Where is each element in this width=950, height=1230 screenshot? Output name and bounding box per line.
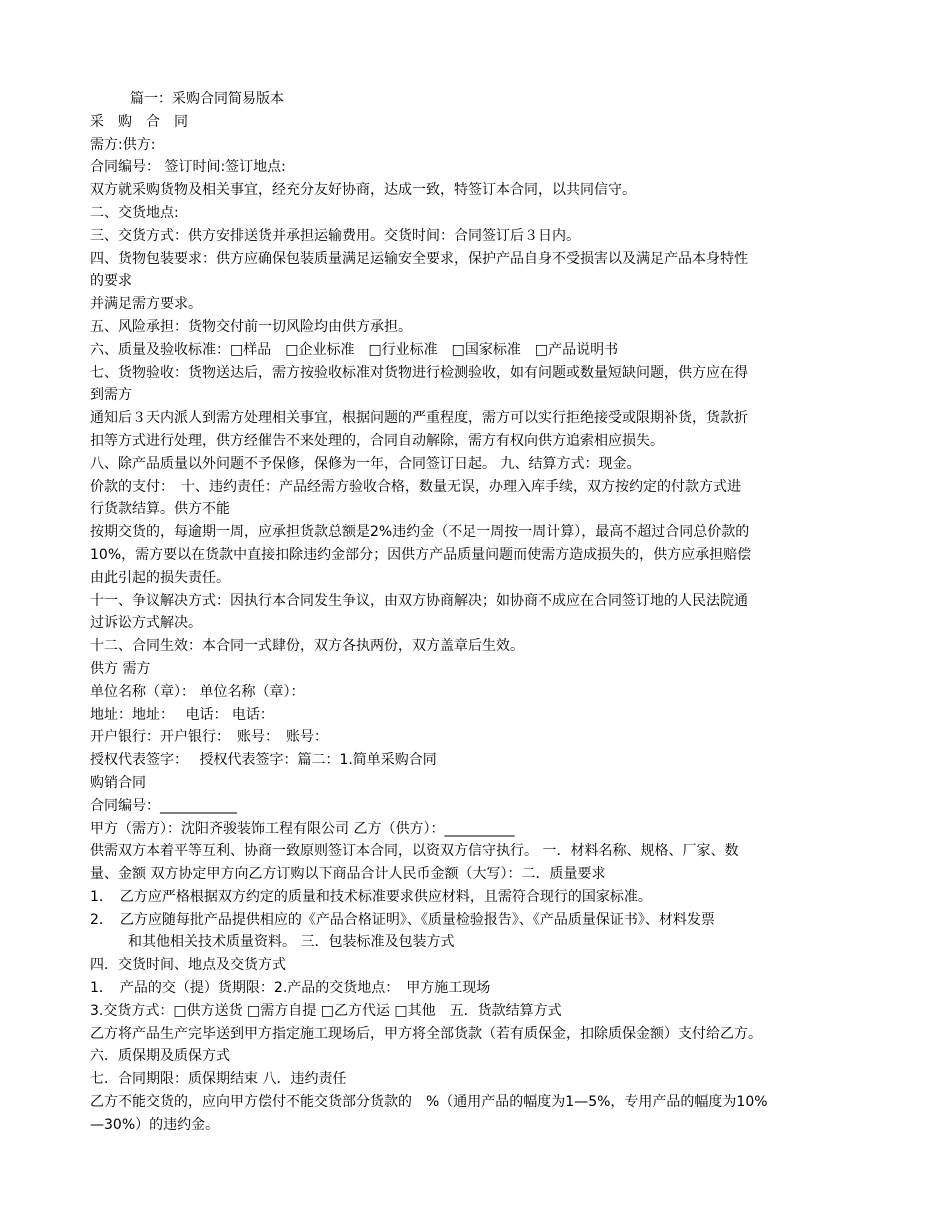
doc-line: 购销合同	[90, 774, 146, 791]
doc-line: 三、交货方式：供方安排送货并承担运输费用。交货时间：合同签订后３日内。	[90, 227, 580, 244]
doc-line: 十一、争议解决方式：因执行本合同发生争议，由双方协商解决；如协商不成应在合同签订地的人民法院通	[90, 592, 748, 609]
doc-line: 甲方（需方）：沈阳齐骏装饰工程有限公司 乙方（供方）：__________	[90, 820, 515, 837]
doc-line: 八、除产品质量以外问题不予保修，保修为一年，合同签订日起。 九、结算方式：现金。	[90, 455, 641, 472]
doc-line: 开户银行：开户银行： 账号： 账号：	[90, 729, 328, 746]
document-page	[90, 88, 870, 1137]
doc-line: 授权代表签字： 授权代表签字：篇二：1.简单采购合同	[90, 752, 437, 769]
doc-line: 并满足需方要求。	[90, 296, 202, 313]
doc-line: 二、交货地点:	[90, 204, 179, 221]
doc-line: 1． 产品的交（提）货期限：2.产品的交货地点： 甲方施工现场	[90, 980, 491, 997]
doc-line: 通知后３天内派人到需方处理相关事宜，根据问题的严重程度，需方可以实行拒绝接受或限期补货，货款折	[90, 410, 748, 427]
doc-line: 四、货物包装要求：供方应确保包装质量满足运输安全要求，保护产品自身不受损害以及满足产品本身特性	[90, 250, 748, 267]
doc-line: 四．交货时间、地点及交货方式	[90, 957, 286, 974]
doc-line: 合同编号：___________	[90, 797, 237, 814]
doc-line: 由此引起的损失责任。	[90, 569, 230, 586]
doc-line: 双方就采购货物及相关事宜，经充分友好协商，达成一致，特签订本合同，以共同信守。	[90, 182, 636, 199]
doc-line: 扣等方式进行处理，供方经催告不来处理的，合同自动解除，需方有权向供方追索相应损失。	[90, 432, 664, 449]
doc-line: 十二、合同生效：本合同一式肆份，双方各执两份，双方盖章后生效。	[90, 638, 524, 655]
doc-line: 1． 乙方应严格根据双方约定的质量和技术标准要求供应材料，且需符合现行的国家标准。	[90, 888, 652, 905]
doc-heading-contract: 采 购 合 同	[90, 113, 188, 130]
doc-line: 需方:供方:	[90, 136, 156, 153]
doc-line: 乙方将产品生产完毕送到甲方指定施工现场后，甲方将全部货款（若有质保金，扣除质保金额）支付给乙方。	[90, 1025, 762, 1042]
doc-line: 3.交货方式：□供方送货 □需方自提 □乙方代运 □其他 五．货款结算方式	[90, 1002, 562, 1019]
doc-line: 行货款结算。供方不能	[90, 501, 230, 518]
doc-line: 量、金额 双方协定甲方向乙方订购以下商品合计人民币金额（大写）：二．质量要求	[90, 866, 606, 883]
doc-line: —30%）的违约金。	[90, 1116, 220, 1133]
doc-section-title: 篇一：采购合同简易版本	[130, 91, 284, 107]
doc-line: 乙方不能交货的，应向甲方偿付不能交货部分货款的 %（通用产品的幅度为1—5%，专用产品的幅度为10%	[90, 1094, 768, 1111]
doc-line: 七、货物验收：货物送达后，需方按验收标准对货物进行检测验收，如有问题或数量短缺问题，供方应在得	[90, 364, 748, 381]
doc-line: 10%，需方要以在货款中直接扣除违约金部分；因供方产品质量问题而使需方造成损失的，供方应承担赔偿	[90, 546, 752, 563]
doc-line: 合同编号： 签订时间:签订地点:	[90, 159, 286, 176]
doc-line: 过诉讼方式解决。	[90, 615, 202, 632]
doc-line: 五、风险承担：货物交付前一切风险均由供方承担。	[90, 318, 412, 335]
doc-line: 和其他相关技术质量资料。 三．包装标准及包装方式	[128, 934, 455, 951]
doc-line: 按期交货的，每逾期一周，应承担货款总额是2%违约金（不足一周按一周计算），最高不超过合同总价款的	[90, 524, 750, 541]
doc-line: 六、质量及验收标准：□样品 □企业标准 □行业标准 □国家标准 □产品说明书	[90, 341, 619, 358]
doc-line: 供需双方本着平等互利、协商一致原则签订本合同，以资双方信守执行。 一．材料名称、规格、厂家、数	[90, 843, 739, 860]
doc-line: 七．合同期限：质保期结束 八．违约责任	[90, 1071, 347, 1088]
doc-line: 价款的支付： 十、违约责任：产品经需方验收合格，数量无误，办理入库手续，双方按约定的付款方式进	[90, 478, 741, 495]
doc-line: 六．质保期及质保方式	[90, 1048, 230, 1065]
doc-line: 地址：地址： 电话： 电话：	[90, 706, 274, 723]
doc-line: 单位名称（章）： 单位名称（章）：	[90, 683, 305, 700]
doc-line: 供方 需方	[90, 660, 151, 677]
doc-line: 2． 乙方应随每批产品提供相应的《产品合格证明》、《质量检验报告》、《产品质量保证书》、材料发票	[90, 911, 715, 928]
doc-line: 的要求	[90, 273, 132, 290]
doc-line: 到需方	[90, 387, 132, 404]
